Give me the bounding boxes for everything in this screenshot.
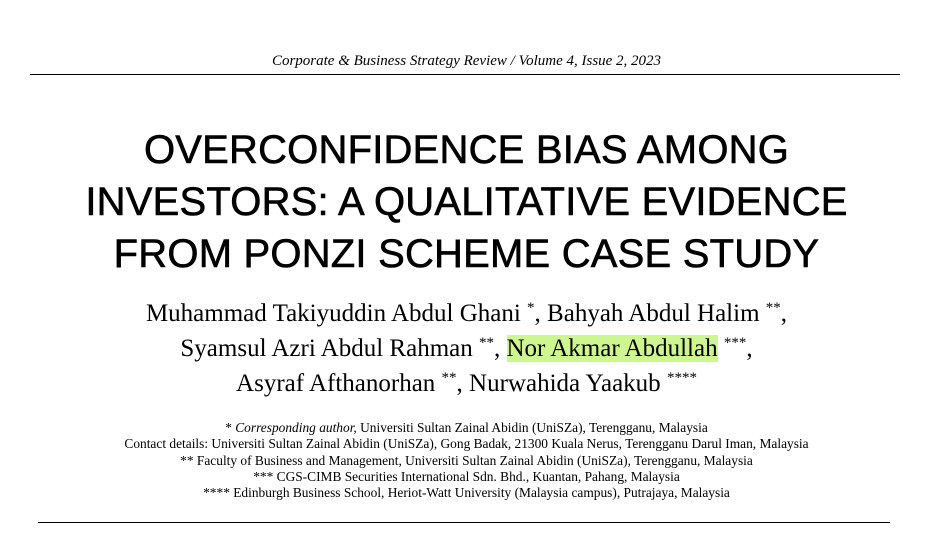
journal-header: Corporate & Business Strategy Review / Volume 4, Issue 2, 2023 xyxy=(271,53,662,69)
author-mark: *** xyxy=(723,335,747,351)
highlighted-author-name: Nor Akmar Abdullah xyxy=(506,335,718,362)
corresponding-author-note xyxy=(0,420,933,436)
title-line-3: FROM PONZI SCHEME CASE STUDY xyxy=(113,232,820,276)
affiliation-double-star: ** Faculty of Business and Management, Universiti Sultan Zainal Abidin (UniSZa), Terengganu, Malaysia xyxy=(180,452,753,468)
header-divider xyxy=(30,74,900,75)
title-line-2: INVESTORS: A QUALITATIVE EVIDENCE xyxy=(85,180,848,224)
author-list xyxy=(0,296,933,401)
author-name: Syamsul Azri Abdul Rahman xyxy=(180,335,473,362)
affiliations xyxy=(0,420,933,501)
affiliation-quad-star: **** Edinburgh Business School, Heriot-Watt University (Malaysia campus), Putrajaya, Malaysia xyxy=(203,485,730,501)
author-mark: ** xyxy=(765,300,781,316)
affiliation-triple-star: *** CGS-CIMB Securities International Sdn. Bhd., Kuantan, Pahang, Malaysia xyxy=(253,468,680,484)
author-name: Asyraf Afthanorhan xyxy=(236,370,436,397)
paper-title xyxy=(0,124,933,280)
author-line-2: Syamsul Azri Abdul Rahman **, Nor Akmar Abdullah ***, xyxy=(180,335,753,362)
author-name: Muhammad Takiyuddin Abdul Ghani xyxy=(145,300,521,327)
author-mark: * xyxy=(527,300,535,316)
author-line-3: Asyraf Afthanorhan **, Nurwahida Yaakub **** xyxy=(236,370,697,397)
footnote-mark: * xyxy=(225,420,232,435)
title-line-1: OVERCONFIDENCE BIAS AMONG xyxy=(143,128,790,172)
corresponding-author-affiliation: Universiti Sultan Zainal Abidin (UniSZa), Terengganu, Malaysia xyxy=(360,420,708,435)
author-name: Nurwahida Yaakub xyxy=(469,370,661,397)
author-name: Bahyah Abdul Halim xyxy=(547,300,760,327)
author-line-1: Muhammad Takiyuddin Abdul Ghani *, Bahyah Abdul Halim **, xyxy=(145,300,788,327)
contact-details: Contact details: Universiti Sultan Zainal Abidin (UniSZa), Gong Badak, 21300 Kuala Nerus, Terengganu Darul Iman, Malaysia xyxy=(124,436,809,452)
author-mark: ** xyxy=(479,335,494,351)
bottom-divider xyxy=(38,522,890,523)
corresponding-author-label: Corresponding author, xyxy=(235,420,357,435)
author-mark: ** xyxy=(441,370,457,386)
author-mark: **** xyxy=(666,370,697,386)
